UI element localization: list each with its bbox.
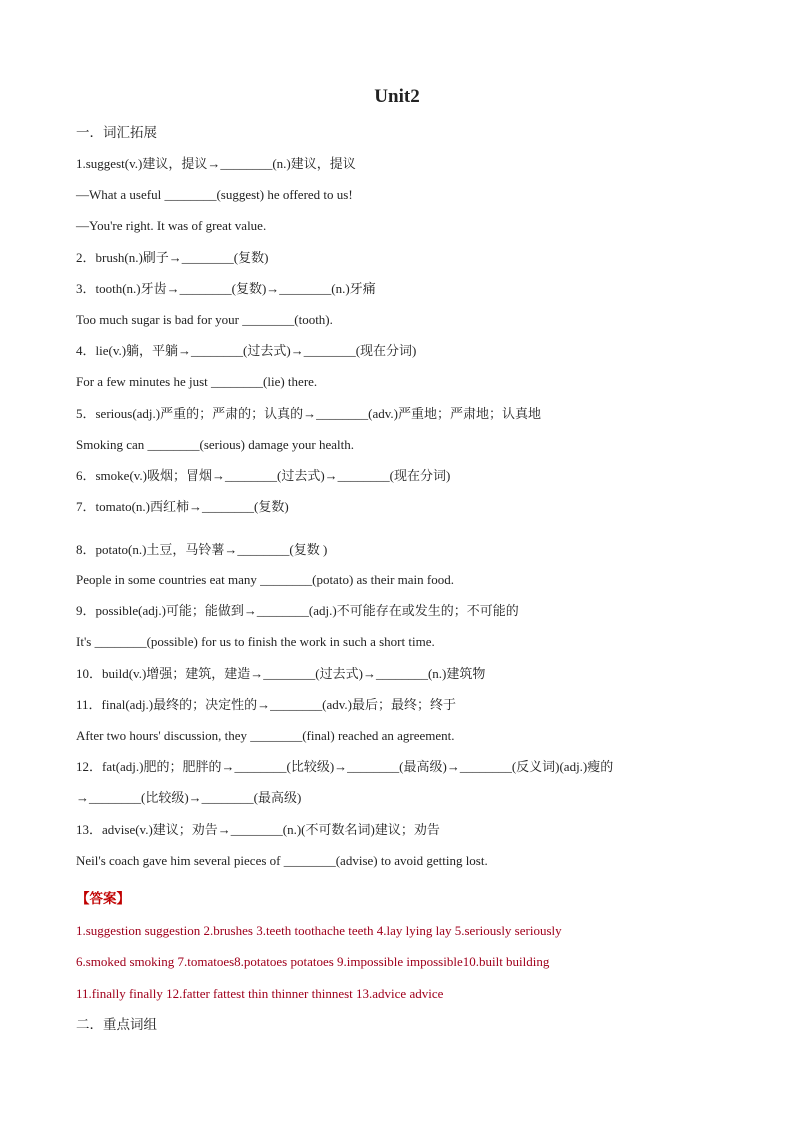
- section-heading-phrases: 二．重点词组: [76, 1017, 157, 1033]
- answer-line: 6.smoked smoking 7.tomatoes8.potatoes potatoes 9.impossible impossible10.built building: [76, 954, 550, 969]
- exercise-line: →________(比较级)→________(最高级): [76, 790, 302, 805]
- section-heading-vocabulary: 一．词汇拓展: [76, 125, 157, 141]
- exercise-line: 9．possible(adj.)可能；能做到→________(adj.)不可能存在或发生的；不可能的: [76, 603, 519, 618]
- exercise-line: —You're right. It was of great value.: [76, 218, 267, 233]
- exercise-line: It's ________(possible) for us to finish the work in such a short time.: [76, 634, 435, 649]
- exercise-line: 4．lie(v.)躺，平躺→________(过去式)→________(现在分词): [76, 343, 417, 358]
- answer-label: 【答案】: [76, 891, 130, 907]
- exercise-line: 6．smoke(v.)吸烟；冒烟→________(过去式)→________(现在分词): [76, 468, 451, 483]
- exercise-line: Neil's coach gave him several pieces of ________(advise) to avoid getting lost.: [76, 853, 488, 868]
- exercise-line: 8．potato(n.)土豆，马铃薯→________(复数 ): [76, 542, 328, 557]
- exercise-line: 5．serious(adj.)严重的；严肃的；认真的→________(adv.)严重地；严肃地；认真地: [76, 406, 541, 421]
- exercise-line: 10．build(v.)增强；建筑，建造→________(过去式)→________(n.)建筑物: [76, 666, 486, 681]
- page-title: Unit2: [374, 86, 420, 107]
- exercise-line: 3．tooth(n.)牙齿→________(复数)→________(n.)牙痛: [76, 281, 376, 296]
- exercise-line: 1.suggest(v.)建议，提议→________(n.)建议，提议: [76, 156, 356, 171]
- answer-line: 11.finally finally 12.fatter fattest thin thinner thinnest 13.advice advice: [76, 986, 444, 1001]
- exercise-line: Too much sugar is bad for your ________(tooth).: [76, 312, 333, 327]
- exercise-line: 11．final(adj.)最终的；决定性的→________(adv.)最后；最终；终于: [76, 697, 456, 712]
- exercise-line: 13．advise(v.)建议；劝告→________(n.)(不可数名词)建议；劝告: [76, 822, 440, 837]
- exercise-line: 7．tomato(n.)西红柿→________(复数): [76, 499, 289, 514]
- exercise-line: After two hours' discussion, they ________(final) reached an agreement.: [76, 728, 455, 743]
- exercise-line: 2．brush(n.)刷子→________(复数): [76, 250, 269, 265]
- answer-line: 1.suggestion suggestion 2.brushes 3.teeth toothache teeth 4.lay lying lay 5.seriously seriously: [76, 923, 562, 938]
- exercise-line: Smoking can ________(serious) damage your health.: [76, 437, 354, 452]
- exercise-line: 12．fat(adj.)肥的；肥胖的→________(比较级)→________(最高级)→________(反义词)(adj.)瘦的: [76, 759, 614, 774]
- exercise-line: —What a useful ________(suggest) he offered to us!: [76, 187, 353, 202]
- exercise-line: For a few minutes he just ________(lie) there.: [76, 374, 318, 389]
- exercise-line: People in some countries eat many ________(potato) as their main food.: [76, 572, 454, 587]
